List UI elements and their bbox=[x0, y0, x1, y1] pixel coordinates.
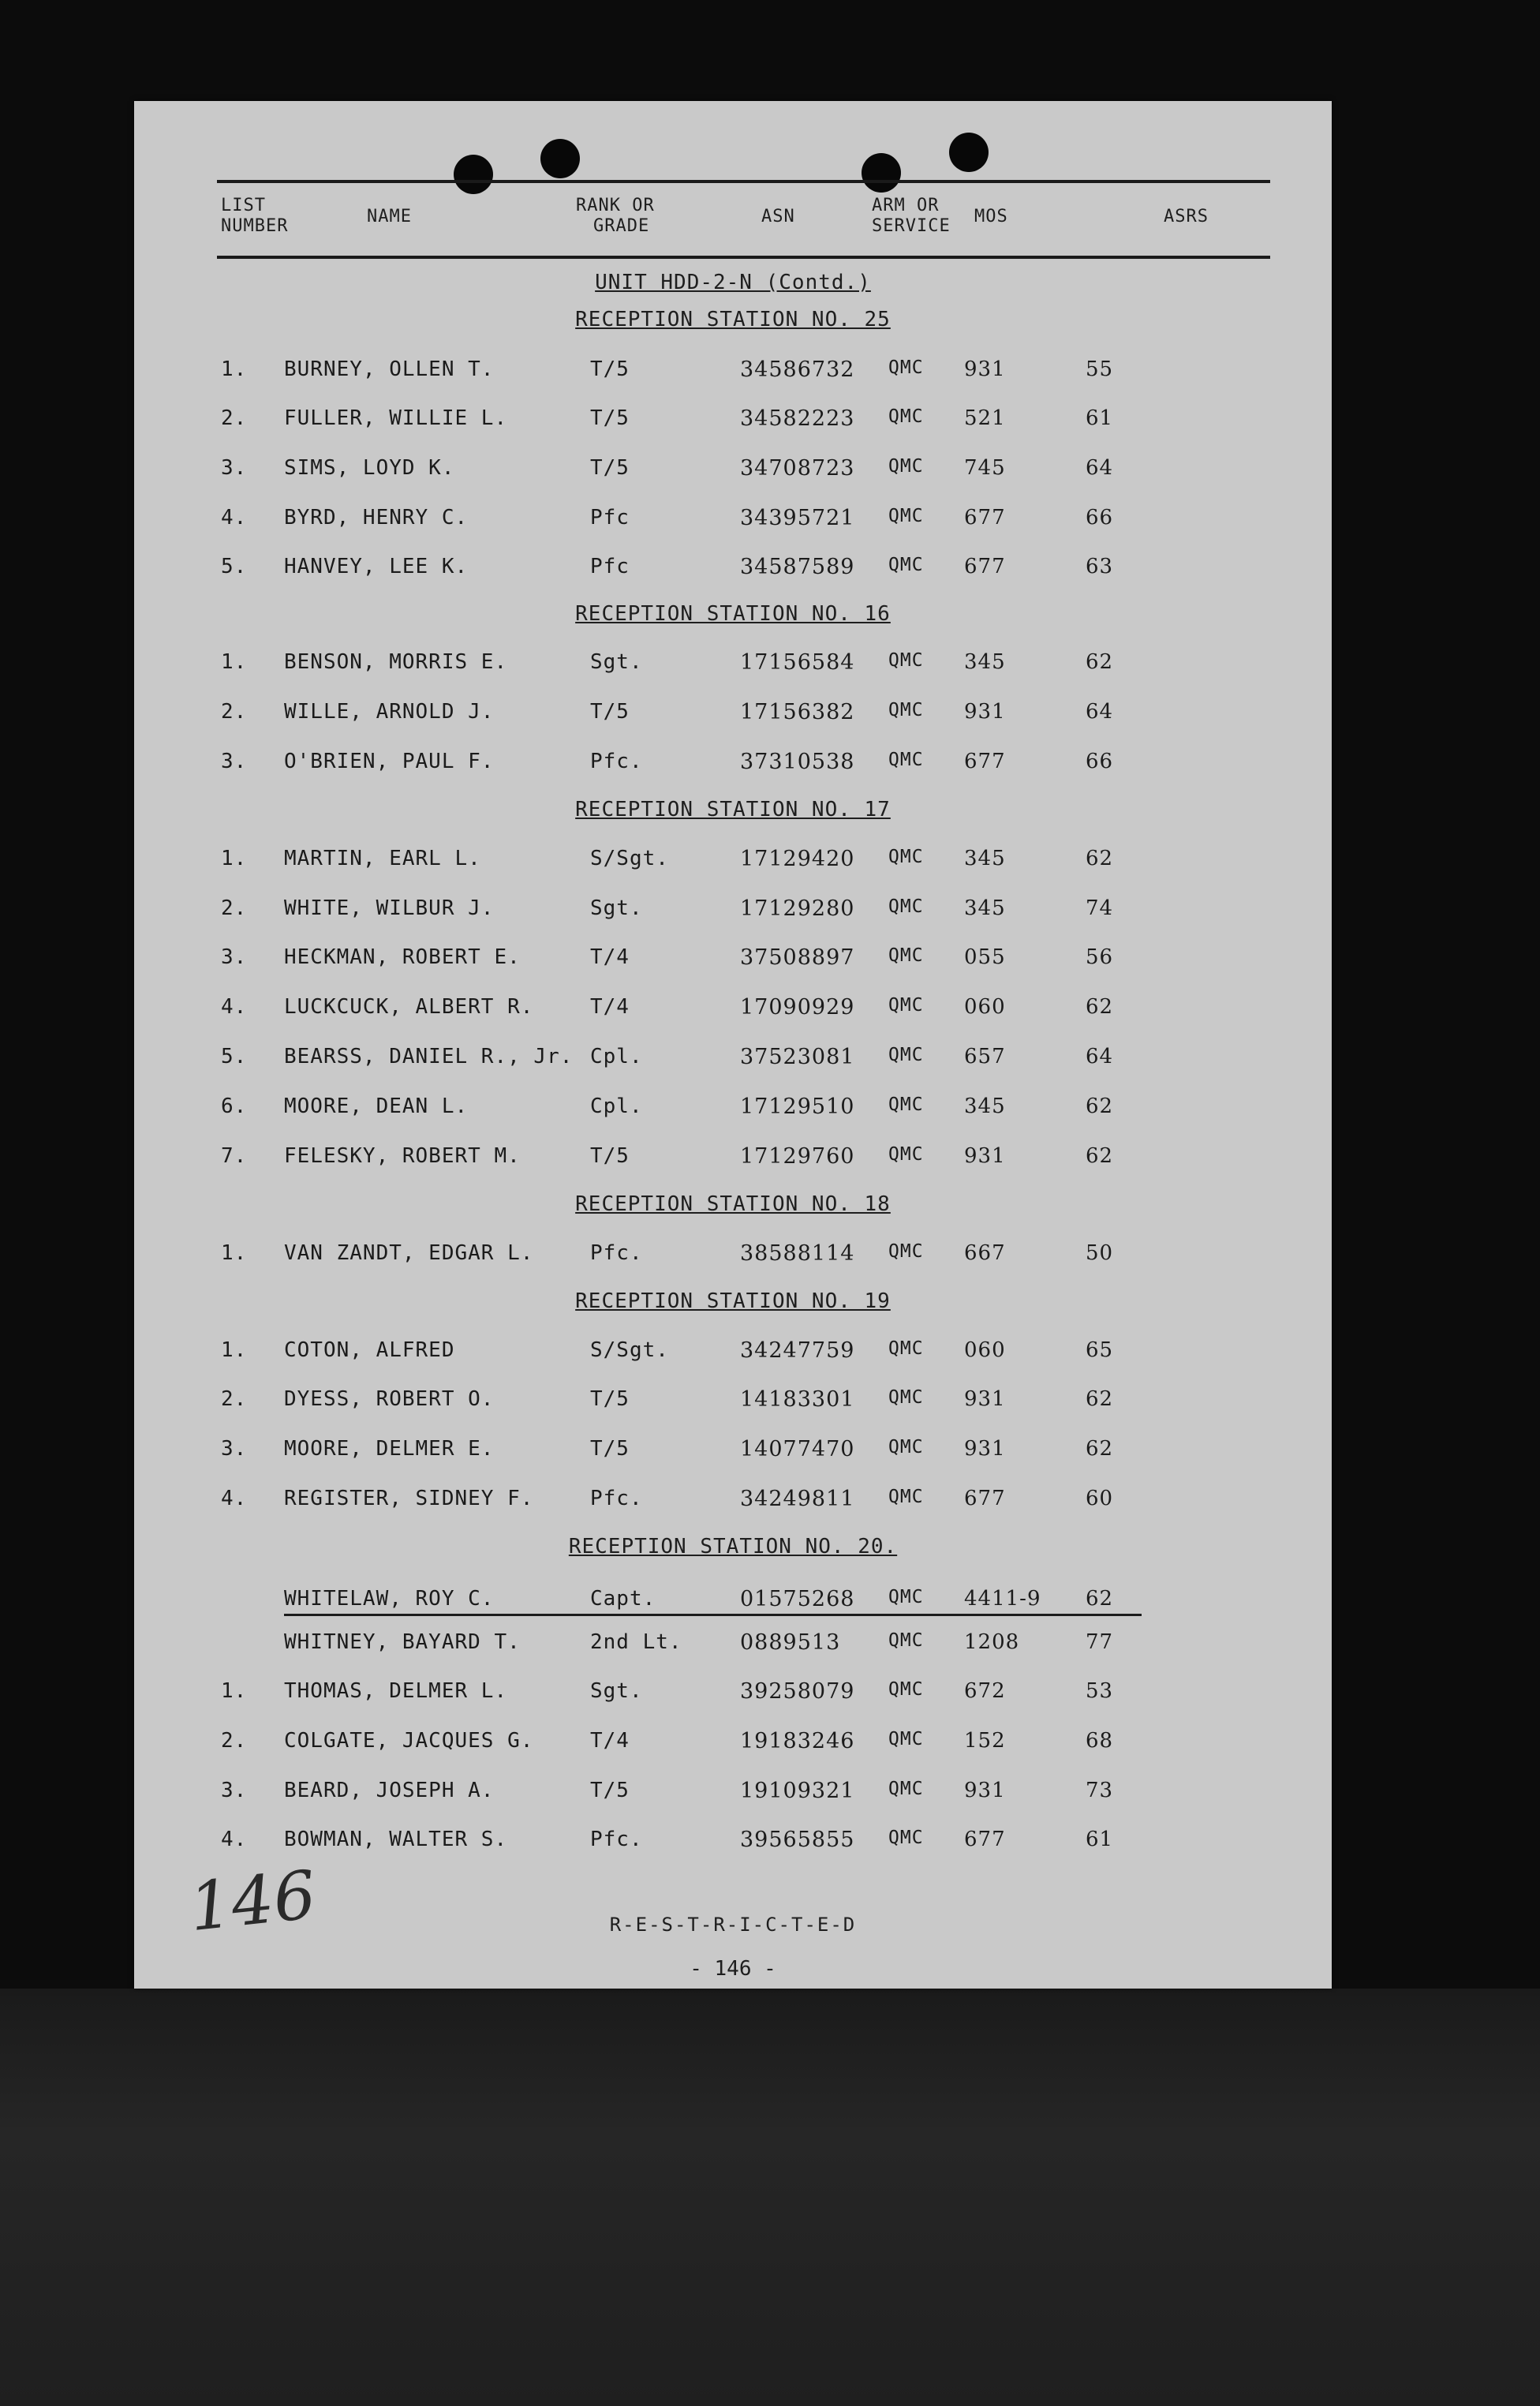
roster-row bbox=[134, 1045, 1332, 1076]
asrs-score: 62 bbox=[1086, 650, 1114, 674]
row-number: 4. bbox=[221, 1487, 248, 1510]
rank: Pfc. bbox=[590, 1241, 643, 1265]
asn: 17129760 bbox=[740, 1144, 855, 1169]
rank: S/Sgt. bbox=[590, 1338, 669, 1362]
soldier-name: BEARD, JOSEPH A. bbox=[284, 1779, 495, 1802]
soldier-name: BOWMAN, WALTER S. bbox=[284, 1828, 508, 1851]
handwritten-page-number: 146 bbox=[185, 1855, 320, 1947]
roster-row bbox=[134, 896, 1332, 928]
soldier-name: REGISTER, SIDNEY F. bbox=[284, 1487, 534, 1510]
header-asrs: ASRS bbox=[1164, 207, 1209, 226]
header-mos: MOS bbox=[974, 207, 1008, 226]
soldier-name: HECKMAN, ROBERT E. bbox=[284, 945, 521, 969]
roster-row bbox=[134, 555, 1332, 586]
asrs-score: 62 bbox=[1086, 847, 1114, 870]
roster-row bbox=[134, 1241, 1332, 1273]
roster-row bbox=[134, 1679, 1332, 1711]
mos: 677 bbox=[964, 1828, 1006, 1851]
asrs-score: 60 bbox=[1086, 1487, 1114, 1510]
mos: 4411-9 bbox=[964, 1587, 1041, 1611]
roster-row bbox=[134, 406, 1332, 438]
roster-row bbox=[134, 506, 1332, 537]
asn: 37523081 bbox=[740, 1045, 855, 1069]
rank: S/Sgt. bbox=[590, 847, 669, 870]
soldier-name: LUCKCUCK, ALBERT R. bbox=[284, 995, 534, 1019]
row-number: 3. bbox=[221, 1779, 248, 1802]
mos: 152 bbox=[964, 1729, 1006, 1753]
rank: 2nd Lt. bbox=[590, 1630, 682, 1654]
soldier-name: WHITE, WILBUR J. bbox=[284, 896, 495, 920]
mos: 931 bbox=[964, 1387, 1006, 1411]
arm-service: QMC bbox=[888, 1679, 924, 1700]
arm-service: QMC bbox=[888, 1487, 924, 1507]
header-asn: ASN bbox=[761, 207, 795, 226]
row-number: 3. bbox=[221, 945, 248, 969]
asn: 38588114 bbox=[740, 1241, 855, 1266]
asrs-score: 61 bbox=[1086, 406, 1114, 430]
row-number: 5. bbox=[221, 1045, 248, 1068]
mos: 931 bbox=[964, 357, 1006, 381]
asrs-score: 64 bbox=[1086, 1045, 1114, 1068]
page-number: - 146 - bbox=[690, 1957, 776, 1981]
mos: 345 bbox=[964, 650, 1006, 674]
roster-row bbox=[134, 750, 1332, 781]
soldier-name: BENSON, MORRIS E. bbox=[284, 650, 508, 674]
soldier-name: BURNEY, OLLEN T. bbox=[284, 357, 495, 381]
roster-row bbox=[134, 650, 1332, 682]
roster-row bbox=[134, 1144, 1332, 1176]
roster-row bbox=[134, 1094, 1332, 1126]
row-number: 1. bbox=[221, 650, 248, 674]
mos: 677 bbox=[964, 750, 1006, 773]
header-list-number: LIST NUMBER bbox=[221, 196, 289, 236]
roster-row bbox=[134, 945, 1332, 977]
roster-row bbox=[134, 1437, 1332, 1469]
asrs-score: 73 bbox=[1086, 1779, 1114, 1802]
mos: 672 bbox=[964, 1679, 1006, 1703]
asrs-score: 53 bbox=[1086, 1679, 1114, 1703]
asn: 14077470 bbox=[740, 1437, 855, 1461]
mos: 745 bbox=[964, 456, 1006, 480]
arm-service: QMC bbox=[888, 555, 924, 575]
document-page bbox=[134, 101, 1332, 1989]
soldier-name: COTON, ALFRED bbox=[284, 1338, 455, 1362]
roster-row bbox=[134, 357, 1332, 389]
rank: Pfc. bbox=[590, 1487, 643, 1510]
row-number: 3. bbox=[221, 1437, 248, 1461]
rank: T/4 bbox=[590, 1729, 630, 1753]
arm-service: QMC bbox=[888, 506, 924, 526]
mos: 931 bbox=[964, 700, 1006, 724]
punch-hole bbox=[949, 133, 989, 172]
soldier-name: O'BRIEN, PAUL F. bbox=[284, 750, 495, 773]
rank: T/4 bbox=[590, 945, 630, 969]
asn: 17090929 bbox=[740, 995, 855, 1020]
rank: T/5 bbox=[590, 700, 630, 724]
row-number: 4. bbox=[221, 506, 248, 529]
soldier-name: THOMAS, DELMER L. bbox=[284, 1679, 508, 1703]
rank: Pfc bbox=[590, 555, 630, 578]
rank: Pfc. bbox=[590, 1828, 643, 1851]
rank: Pfc. bbox=[590, 750, 643, 773]
asn: 39258079 bbox=[740, 1679, 855, 1704]
asrs-score: 68 bbox=[1086, 1729, 1114, 1753]
roster-row bbox=[134, 456, 1332, 488]
soldier-name: COLGATE, JACQUES G. bbox=[284, 1729, 534, 1753]
arm-service: QMC bbox=[888, 750, 924, 770]
column-header bbox=[217, 180, 1270, 259]
row-number: 4. bbox=[221, 995, 248, 1019]
section-title: RECEPTION STATION NO. 20. bbox=[568, 1535, 898, 1558]
asrs-score: 66 bbox=[1086, 506, 1114, 529]
arm-service: QMC bbox=[888, 1828, 924, 1848]
roster-row bbox=[134, 1828, 1332, 1859]
row-number: 2. bbox=[221, 896, 248, 920]
mos: 345 bbox=[964, 896, 1006, 920]
film-background bbox=[0, 1989, 1540, 2406]
mos: 345 bbox=[964, 1094, 1006, 1118]
asn: 17129510 bbox=[740, 1094, 855, 1119]
soldier-name: WHITNEY, BAYARD T. bbox=[284, 1630, 521, 1654]
rank: T/5 bbox=[590, 1387, 630, 1411]
mos: 055 bbox=[964, 945, 1006, 969]
soldier-name: MARTIN, EARL L. bbox=[284, 847, 481, 870]
punch-hole bbox=[540, 139, 580, 178]
mos: 1208 bbox=[964, 1630, 1020, 1654]
asrs-score: 50 bbox=[1086, 1241, 1114, 1265]
row-number: 4. bbox=[221, 1828, 248, 1851]
roster-row bbox=[134, 1338, 1332, 1370]
soldier-name: WHITELAW, ROY C. bbox=[284, 1587, 495, 1611]
row-number: 3. bbox=[221, 456, 248, 480]
asrs-score: 62 bbox=[1086, 995, 1114, 1019]
mos: 060 bbox=[964, 995, 1006, 1019]
rank: T/5 bbox=[590, 456, 630, 480]
asn: 34586732 bbox=[740, 357, 855, 382]
arm-service: QMC bbox=[888, 406, 924, 427]
asn: 34395721 bbox=[740, 506, 855, 530]
row-number: 2. bbox=[221, 406, 248, 430]
arm-service: QMC bbox=[888, 1437, 924, 1457]
soldier-name: VAN ZANDT, EDGAR L. bbox=[284, 1241, 534, 1265]
asn: 34247759 bbox=[740, 1338, 855, 1363]
asrs-score: 64 bbox=[1086, 456, 1114, 480]
row-number: 1. bbox=[221, 1338, 248, 1362]
asn: 01575268 bbox=[740, 1587, 855, 1611]
arm-service: QMC bbox=[888, 1630, 924, 1651]
asrs-score: 63 bbox=[1086, 555, 1114, 578]
row-number: 6. bbox=[221, 1094, 248, 1118]
rank: Sgt. bbox=[590, 650, 643, 674]
arm-service: QMC bbox=[888, 1729, 924, 1749]
roster-row bbox=[134, 1630, 1332, 1662]
section-title: RECEPTION STATION NO. 25 bbox=[575, 308, 891, 331]
arm-service: QMC bbox=[888, 1045, 924, 1065]
header-arm: ARM OR SERVICE bbox=[872, 196, 951, 236]
asrs-score: 62 bbox=[1086, 1587, 1114, 1611]
asn: 17156584 bbox=[740, 650, 855, 675]
mos: 931 bbox=[964, 1779, 1006, 1802]
soldier-name: DYESS, ROBERT O. bbox=[284, 1387, 495, 1411]
arm-service: QMC bbox=[888, 1094, 924, 1115]
soldier-name: FELESKY, ROBERT M. bbox=[284, 1144, 521, 1168]
header-rank: RANK OR GRADE bbox=[576, 196, 655, 236]
mos: 677 bbox=[964, 506, 1006, 529]
arm-service: QMC bbox=[888, 1338, 924, 1359]
row-number: 1. bbox=[221, 1241, 248, 1265]
mos: 060 bbox=[964, 1338, 1006, 1362]
row-number: 7. bbox=[221, 1144, 248, 1168]
asn: 17156382 bbox=[740, 700, 855, 724]
roster-row-struck bbox=[284, 1587, 1142, 1616]
row-number: 1. bbox=[221, 1679, 248, 1703]
section-title: RECEPTION STATION NO. 19 bbox=[575, 1289, 891, 1313]
section-title: RECEPTION STATION NO. 17 bbox=[575, 798, 891, 821]
soldier-name: WILLE, ARNOLD J. bbox=[284, 700, 495, 724]
soldier-name: BEARSS, DANIEL R., Jr. bbox=[284, 1045, 574, 1068]
unit-title: UNIT HDD-2-N (Contd.) bbox=[595, 271, 871, 294]
row-number: 2. bbox=[221, 700, 248, 724]
asrs-score: 66 bbox=[1086, 750, 1114, 773]
arm-service: QMC bbox=[888, 700, 924, 720]
asn: 39565855 bbox=[740, 1828, 855, 1852]
rank: T/5 bbox=[590, 1437, 630, 1461]
arm-service: QMC bbox=[888, 896, 924, 917]
asrs-score: 56 bbox=[1086, 945, 1114, 969]
roster-row bbox=[134, 995, 1332, 1027]
row-number: 1. bbox=[221, 847, 248, 870]
header-name: NAME bbox=[367, 207, 412, 226]
mos: 657 bbox=[964, 1045, 1006, 1068]
row-number: 5. bbox=[221, 555, 248, 578]
asn: 37310538 bbox=[740, 750, 855, 774]
arm-service: QMC bbox=[888, 1241, 924, 1262]
asrs-score: 62 bbox=[1086, 1437, 1114, 1461]
rank: Cpl. bbox=[590, 1045, 643, 1068]
arm-service: QMC bbox=[888, 1587, 924, 1607]
asrs-score: 74 bbox=[1086, 896, 1114, 920]
arm-service: QMC bbox=[888, 1387, 924, 1408]
arm-service: QMC bbox=[888, 1779, 924, 1799]
asn: 0889513 bbox=[740, 1630, 841, 1655]
section-title: RECEPTION STATION NO. 16 bbox=[575, 602, 891, 626]
asn: 17129420 bbox=[740, 847, 855, 871]
asrs-score: 64 bbox=[1086, 700, 1114, 724]
roster-row bbox=[134, 1487, 1332, 1518]
row-number: 1. bbox=[221, 357, 248, 381]
asn: 19109321 bbox=[740, 1779, 855, 1803]
rank: T/5 bbox=[590, 406, 630, 430]
section-title: RECEPTION STATION NO. 18 bbox=[575, 1192, 891, 1216]
classification-marking: R-E-S-T-R-I-C-T-E-D bbox=[609, 1914, 857, 1936]
soldier-name: HANVEY, LEE K. bbox=[284, 555, 469, 578]
asrs-score: 62 bbox=[1086, 1144, 1114, 1168]
arm-service: QMC bbox=[888, 357, 924, 378]
mos: 667 bbox=[964, 1241, 1006, 1265]
rank: Sgt. bbox=[590, 1679, 643, 1703]
asrs-score: 61 bbox=[1086, 1828, 1114, 1851]
mos: 345 bbox=[964, 847, 1006, 870]
asrs-score: 65 bbox=[1086, 1338, 1114, 1362]
arm-service: QMC bbox=[888, 847, 924, 867]
soldier-name: BYRD, HENRY C. bbox=[284, 506, 469, 529]
rank: Sgt. bbox=[590, 896, 643, 920]
row-number: 2. bbox=[221, 1729, 248, 1753]
asn: 19183246 bbox=[740, 1729, 855, 1753]
rank: T/5 bbox=[590, 1144, 630, 1168]
soldier-name: MOORE, DEAN L. bbox=[284, 1094, 469, 1118]
asn: 14183301 bbox=[740, 1387, 855, 1412]
mos: 677 bbox=[964, 1487, 1006, 1510]
asn: 34249811 bbox=[740, 1487, 855, 1511]
mos: 677 bbox=[964, 555, 1006, 578]
roster-row bbox=[134, 1779, 1332, 1810]
rank: Capt. bbox=[590, 1587, 656, 1611]
roster-row bbox=[134, 1387, 1332, 1419]
arm-service: QMC bbox=[888, 456, 924, 477]
arm-service: QMC bbox=[888, 995, 924, 1016]
asn: 34708723 bbox=[740, 456, 855, 481]
soldier-name: SIMS, LOYD K. bbox=[284, 456, 455, 480]
asn: 37508897 bbox=[740, 945, 855, 970]
arm-service: QMC bbox=[888, 945, 924, 966]
asrs-score: 62 bbox=[1086, 1094, 1114, 1118]
soldier-name: MOORE, DELMER E. bbox=[284, 1437, 495, 1461]
arm-service: QMC bbox=[888, 1144, 924, 1165]
soldier-name: FULLER, WILLIE L. bbox=[284, 406, 508, 430]
asn: 17129280 bbox=[740, 896, 855, 921]
asn: 34582223 bbox=[740, 406, 855, 431]
rank: Pfc bbox=[590, 506, 630, 529]
mos: 931 bbox=[964, 1144, 1006, 1168]
rank: T/5 bbox=[590, 1779, 630, 1802]
row-number: 2. bbox=[221, 1387, 248, 1411]
rank: T/5 bbox=[590, 357, 630, 381]
asn: 34587589 bbox=[740, 555, 855, 579]
row-number: 3. bbox=[221, 750, 248, 773]
mos: 521 bbox=[964, 406, 1006, 430]
arm-service: QMC bbox=[888, 650, 924, 671]
rank: Cpl. bbox=[590, 1094, 643, 1118]
asrs-score: 77 bbox=[1086, 1630, 1114, 1654]
roster-row bbox=[134, 700, 1332, 732]
asrs-score: 55 bbox=[1086, 357, 1114, 381]
asrs-score: 62 bbox=[1086, 1387, 1114, 1411]
mos: 931 bbox=[964, 1437, 1006, 1461]
rank: T/4 bbox=[590, 995, 630, 1019]
roster-row bbox=[134, 847, 1332, 878]
roster-row bbox=[134, 1729, 1332, 1761]
